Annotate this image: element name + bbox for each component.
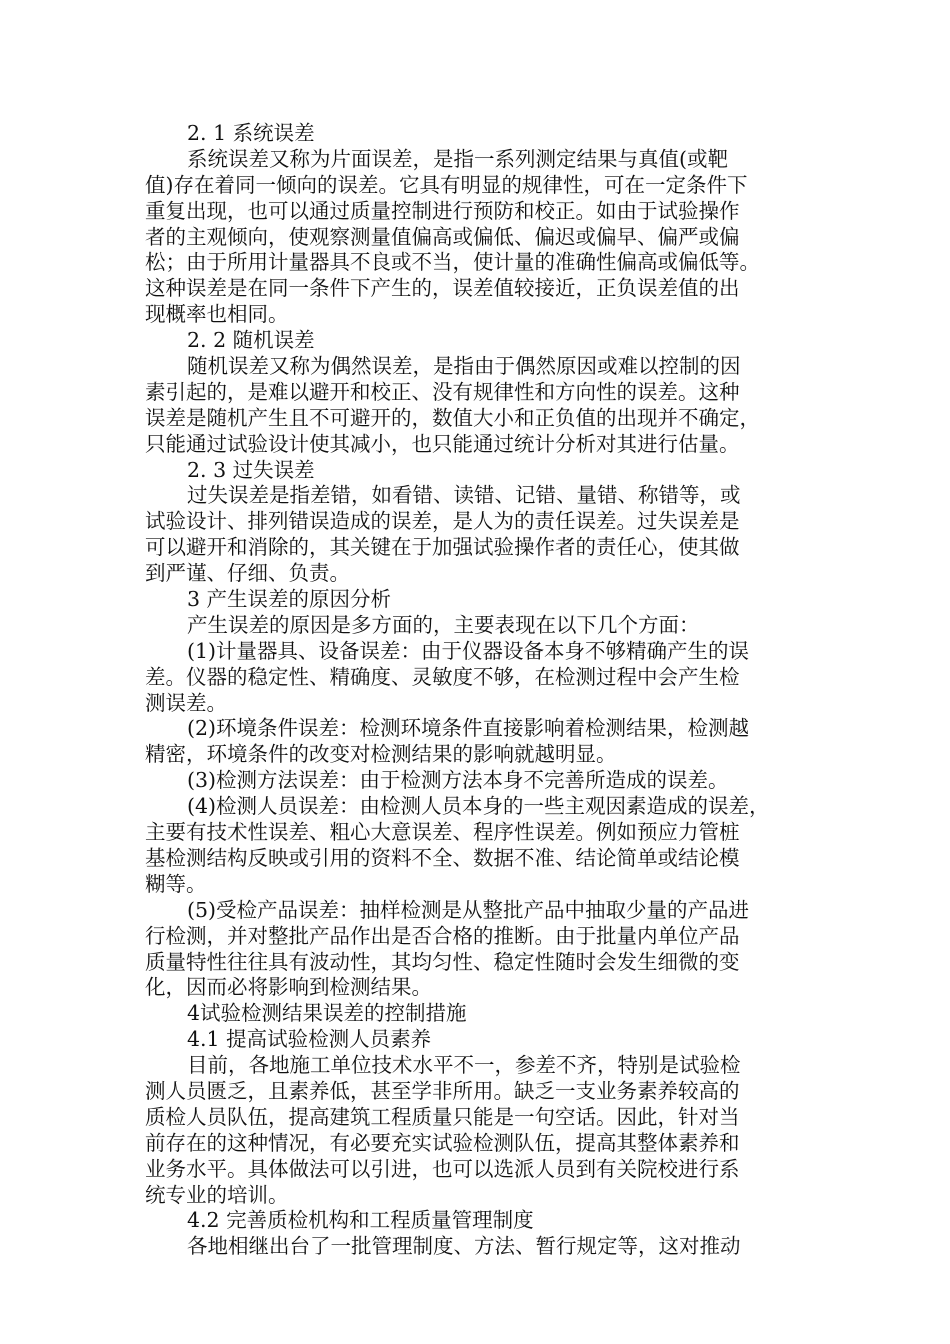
text-line: 4试验检测结果误差的控制措施	[187, 1001, 467, 1026]
text-line: (1)计量器具、设备误差：由于仪器设备本身不够精确产生的误	[187, 638, 750, 663]
text-line: (5)受检产品误差：抽样检测是从整批产品中抽取少量的产品进	[187, 897, 750, 922]
document-body	[145, 121, 817, 1260]
text-line: 只能通过试验设计使其减小，也只能通过统计分析对其进行估量。	[145, 431, 740, 456]
text-line: 值)存在着同一倾向的误差。它具有明显的规律性，可在一定条件下	[145, 172, 748, 197]
text-line: 目前，各地施工单位技术水平不一，参差不齐，特别是试验检	[187, 1053, 741, 1078]
text-line: 这种误差是在同一条件下产生的，误差值较接近，正负误差值的出	[145, 276, 740, 301]
text-line: 3 产生误差的原因分析	[187, 587, 392, 612]
text-line: 测误差。	[145, 690, 227, 715]
text-line: 质检人员队伍，提高建筑工程质量只能是一句空话。因此，针对当	[145, 1104, 740, 1129]
text-line: 产生误差的原因是多方面的，主要表现在以下几个方面：	[187, 612, 700, 637]
text-line: 主要有技术性误差、粗心大意误差、程序性误差。例如预应力管桩	[145, 820, 740, 845]
text-line: 2. 3 过失误差	[187, 457, 315, 482]
text-line: 4.1 提高试验检测人员素养	[187, 1027, 432, 1052]
text-line: 前存在的这种情况，有必要充实试验检测队伍，提高其整体素养和	[145, 1130, 740, 1155]
text-line: 过失误差是指差错，如看错、读错、记错、量错、称错等，或	[187, 483, 741, 508]
text-line: 精密，环境条件的改变对检测结果的影响就越明显。	[145, 742, 617, 767]
text-line: 质量特性往往具有波动性，其均匀性、稳定性随时会发生细微的变	[145, 949, 740, 974]
text-line: 松；由于所用计量器具不良或不当，使计量的准确性偏高或偏低等。	[145, 250, 760, 275]
text-line: 试验设计、排列错误造成的误差，是人为的责任误差。过失误差是	[145, 509, 740, 534]
text-line: 化，因而必将影响到检测结果。	[145, 975, 432, 1000]
text-line: 差。仪器的稳定性、精确度、灵敏度不够，在检测过程中会产生检	[145, 664, 740, 689]
text-line: 随机误差又称为偶然误差，是指由于偶然原因或难以控制的因	[187, 354, 741, 379]
text-line: (3)检测方法误差：由于检测方法本身不完善所造成的误差。	[187, 768, 729, 793]
text-line: 业务水平。具体做法可以引进，也可以选派人员到有关院校进行系	[145, 1156, 740, 1181]
text-line: 者的主观倾向，使观察测量值偏高或偏低、偏迟或偏早、偏严或偏	[145, 224, 740, 249]
text-line: 基检测结构反映或引用的资料不全、数据不准、结论简单或结论模	[145, 845, 740, 870]
text-line: 重复出现，也可以通过质量控制进行预防和校正。如由于试验操作	[145, 198, 740, 223]
text-line: 4.2 完善质检机构和工程质量管理制度	[187, 1208, 534, 1233]
text-line: 可以避开和消除的，其关键在于加强试验操作者的责任心，使其做	[145, 535, 740, 560]
text-line: (4)检测人员误差：由检测人员本身的一些主观因素造成的误差，	[187, 794, 770, 819]
text-line: 2. 2 随机误差	[187, 328, 315, 353]
text-line: 行检测，并对整批产品作出是否合格的推断。由于批量内单位产品	[145, 923, 740, 948]
text-line: 系统误差又称为片面误差，是指一系列测定结果与真值(或靶	[187, 146, 728, 171]
text-line: 误差是随机产生且不可避开的，数值大小和正负值的出现并不确定，	[145, 405, 760, 430]
text-line: 现概率也相同。	[145, 302, 289, 327]
text-line: 各地相继出台了一批管理制度、方法、暂行规定等，这对推动	[187, 1234, 741, 1259]
text-line: 2. 1 系统误差	[187, 121, 315, 145]
text-line: (2)环境条件误差：检测环境条件直接影响着检测结果，检测越	[187, 716, 750, 741]
text-line: 统专业的培训。	[145, 1182, 289, 1207]
text-line: 素引起的，是难以避开和校正、没有规律性和方向性的误差。这种	[145, 379, 740, 404]
text-line: 测人员匮乏，且素养低，甚至学非所用。缺乏一支业务素养较高的	[145, 1078, 740, 1103]
text-line: 糊等。	[145, 871, 207, 896]
text-line: 到严谨、仔细、负责。	[145, 561, 350, 586]
